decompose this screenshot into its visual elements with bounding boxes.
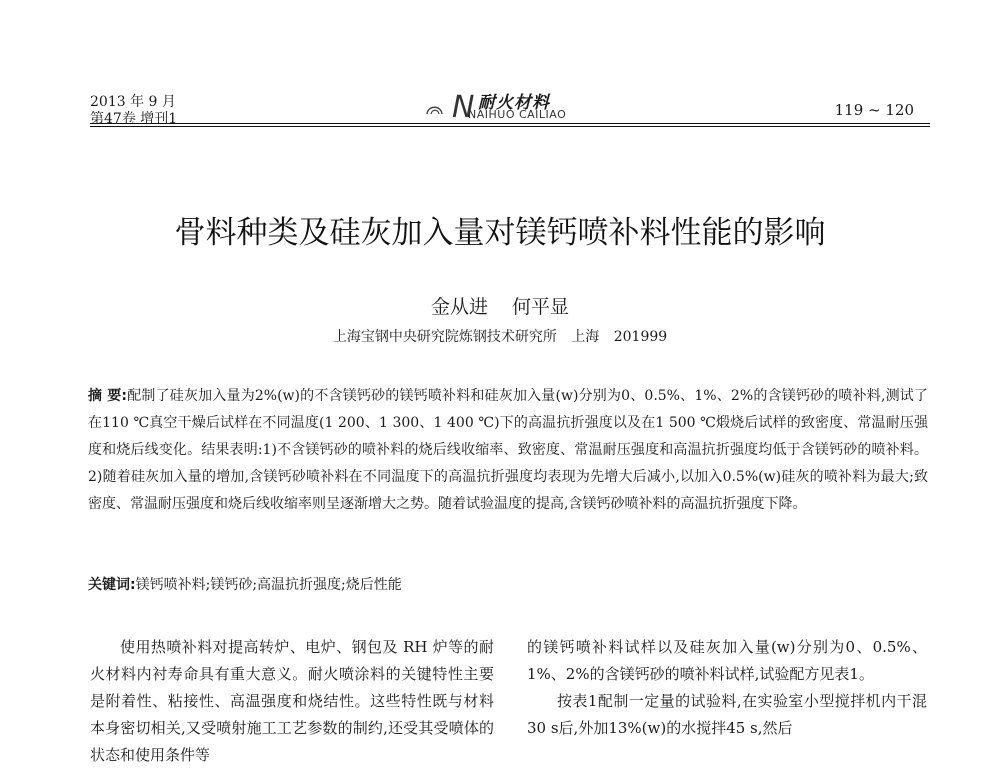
body-paragraph: 使用热喷补料对提高转炉、电炉、钢包及 RH 炉等的耐火材料内衬寿命具有重大意义。耐火喷涂料的关键特性主要是附着性、粘接性、高温强度和烧结性。这些特性既与材料本身密切相关,又受喷射施工工艺参数的制约,还受其受喷体的状态和使用条件等 — [90, 638, 494, 764]
logo-mark-icon — [426, 100, 444, 116]
body-column-left — [90, 634, 494, 769]
keywords-label: 关键词: — [88, 577, 136, 593]
journal-name-cn: 耐火材料 — [478, 93, 550, 113]
body-paragraph: 按表1配制一定量的试验料,在实验室小型搅拌机内干混30 s后,外加13%(w)的水搅拌45 s,然后 — [527, 692, 927, 737]
abstract — [88, 383, 928, 518]
body-column-right — [527, 634, 927, 742]
abstract-text: 配制了硅灰加入量为2%(w)的不含镁钙砂的镁钙喷补料和硅灰加入量(w)分别为0、0.5%、1%、2%的含镁钙砂的喷补料,测试了在110 ℃真空干燥后试样在不同温度(1 200、1 300、1 400 ℃)下的高温抗折强度以及在1 500 ℃煅烧后试样的致密度、常温耐压强度和烧后线变化。结果表明:1)不含镁钙砂的喷补料的烧后线收缩率、致密度、常温耐压强度和高温抗折强度均低于含镁钙砂的喷补料。2)随着硅灰加入量的增加,含镁钙砂喷补料在不同温度下的高温抗折强度均表现为先增大后减小,以加入0.5%(w)硅灰的喷补料为最大;致密度、常温耐压强度和烧后线收缩率则呈逐渐增大之势。随着试验温度的提高,含镁钙砂喷补料的高温抗折强度下降。 — [88, 388, 928, 512]
authors: 金从进 何平显 — [430, 296, 570, 318]
header-rule — [90, 123, 930, 124]
logo-letter: N — [452, 90, 475, 125]
affiliation: 上海宝钢中央研究院炼钢技术研究所 上海 201999 — [332, 329, 668, 345]
keywords — [88, 574, 928, 594]
issue-volume: 第47卷 增刊1 — [90, 111, 178, 127]
abstract-label: 摘 要: — [88, 388, 128, 404]
journal-name-en: NAIHUO CAILIAO — [468, 108, 567, 121]
issue-date: 2013 年 9 月 — [90, 94, 176, 110]
body-paragraph: 的镁钙喷补料试样以及硅灰加入量(w)分别为0、0.5%、1%、2%的含镁钙砂的喷补料试样,试验配方见表1。 — [527, 638, 927, 683]
article-title: 骨料种类及硅灰加入量对镁钙喷补料性能的影响 — [174, 215, 826, 251]
page-range: 119 ~ 120 — [834, 101, 914, 119]
journal-logo — [426, 88, 606, 126]
keywords-text: 镁钙喷补料;镁钙砂;高温抗折强度;烧后性能 — [135, 577, 402, 593]
header-rule-thin — [90, 126, 930, 127]
